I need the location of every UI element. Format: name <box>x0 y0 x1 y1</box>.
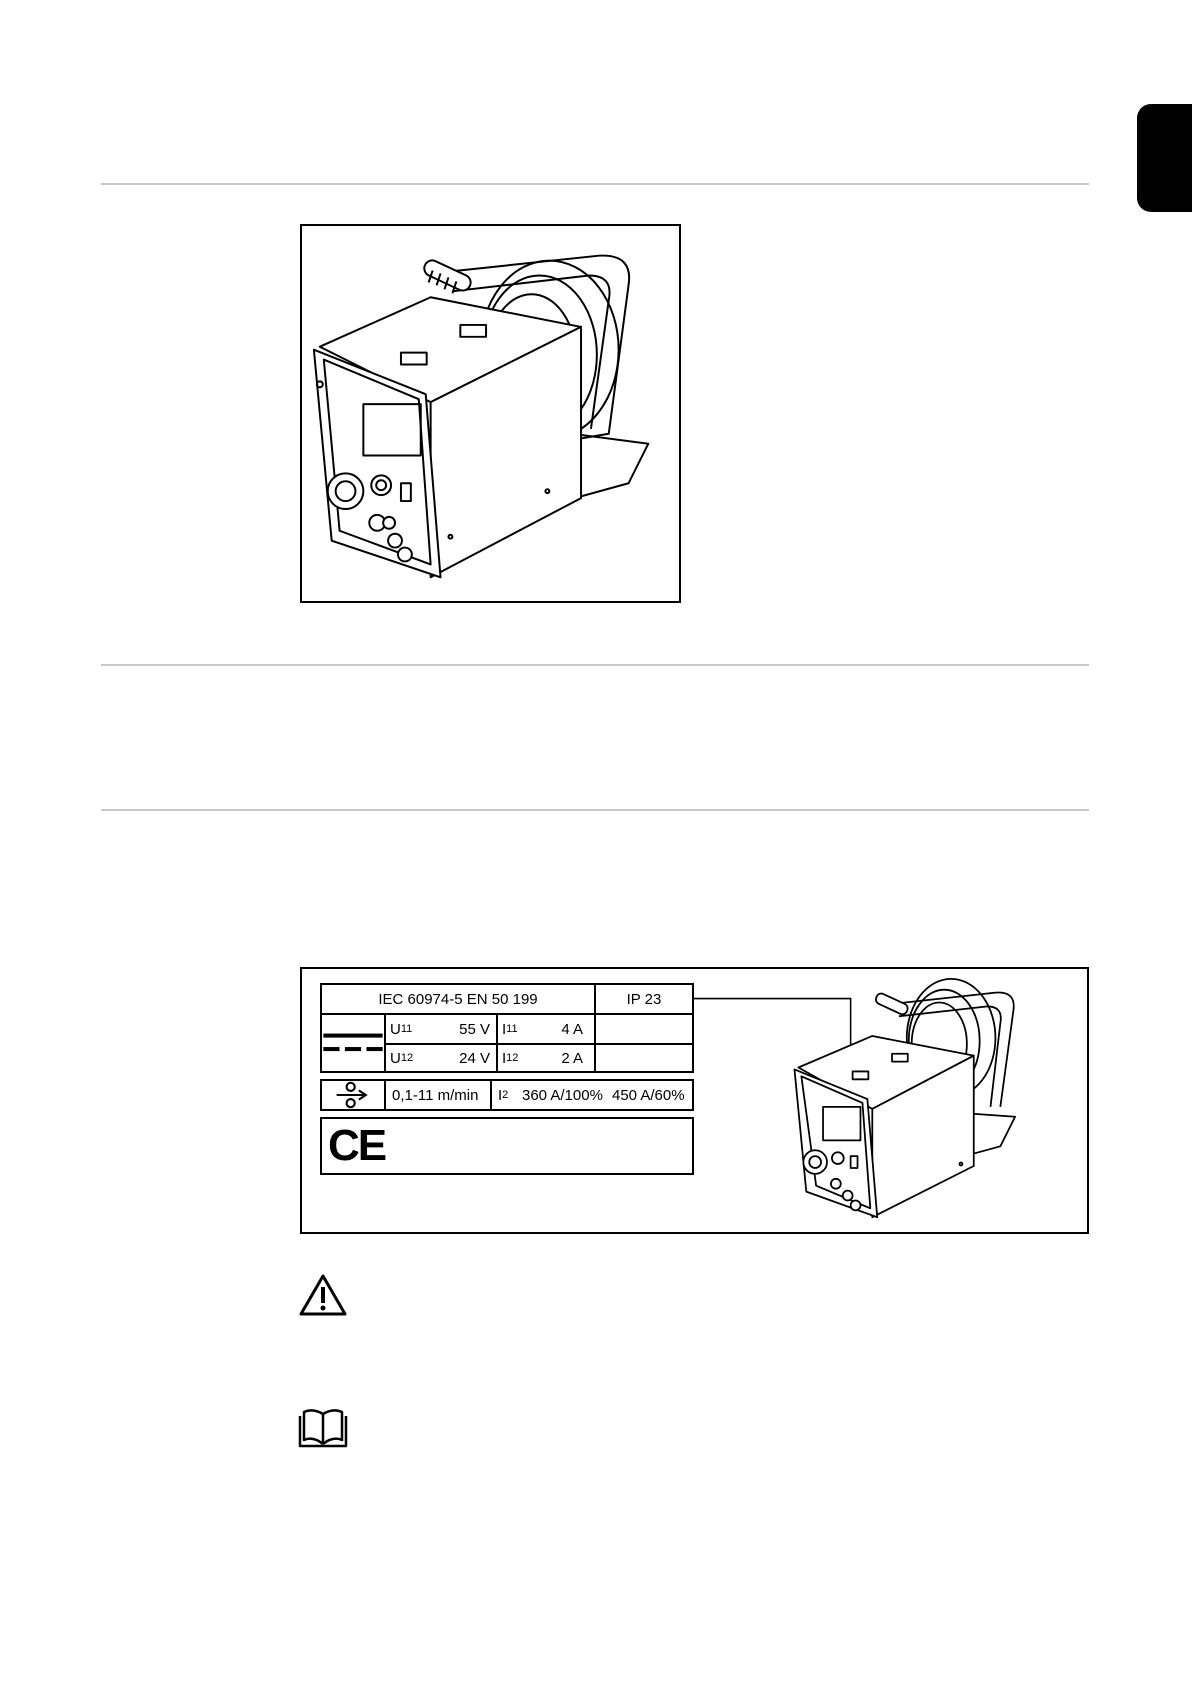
wire-speed-value: 0,1-11 m/min <box>392 1086 479 1104</box>
section-divider-3 <box>101 809 1089 811</box>
u11-label: U 11 <box>390 1020 413 1038</box>
wire-feeder-small-illustration <box>794 979 1015 1217</box>
plate-row-electrical <box>320 1013 694 1073</box>
standards-text: IEC 60974-5 EN 50 199 <box>378 990 538 1008</box>
i2-value-60: 450 A/60% <box>612 1086 685 1104</box>
rating-plate <box>320 983 712 1177</box>
protection-class: IP 23 <box>626 990 662 1008</box>
dc-current-icon <box>322 1015 384 1071</box>
plate-row-output <box>320 1079 694 1111</box>
i12-value: 2 A <box>561 1049 583 1067</box>
chapter-tab <box>1137 104 1192 212</box>
wire-feeder-illustration <box>302 226 679 601</box>
open-book-icon <box>298 1404 348 1453</box>
section-divider-2 <box>101 664 1089 666</box>
rating-plate-figure <box>300 967 1089 1234</box>
u12-value: 24 V <box>459 1049 490 1067</box>
i12-label: I 12 <box>502 1049 519 1067</box>
ce-mark: CE <box>328 1121 386 1170</box>
plate-row-marks <box>320 1117 694 1175</box>
plate-row-standards <box>320 983 694 1015</box>
u12-label: U 12 <box>390 1049 414 1067</box>
wire-feeder-figure <box>300 224 681 603</box>
wire-feed-icon <box>322 1081 384 1109</box>
i11-label: I 11 <box>502 1020 518 1038</box>
u11-value: 55 V <box>459 1020 490 1038</box>
i2-value-100: 360 A/100% <box>522 1086 603 1104</box>
i2-label: I 2 <box>498 1086 509 1104</box>
i11-value: 4 A <box>561 1020 583 1038</box>
section-divider-1 <box>101 183 1089 185</box>
warning-triangle-icon <box>298 1273 348 1322</box>
